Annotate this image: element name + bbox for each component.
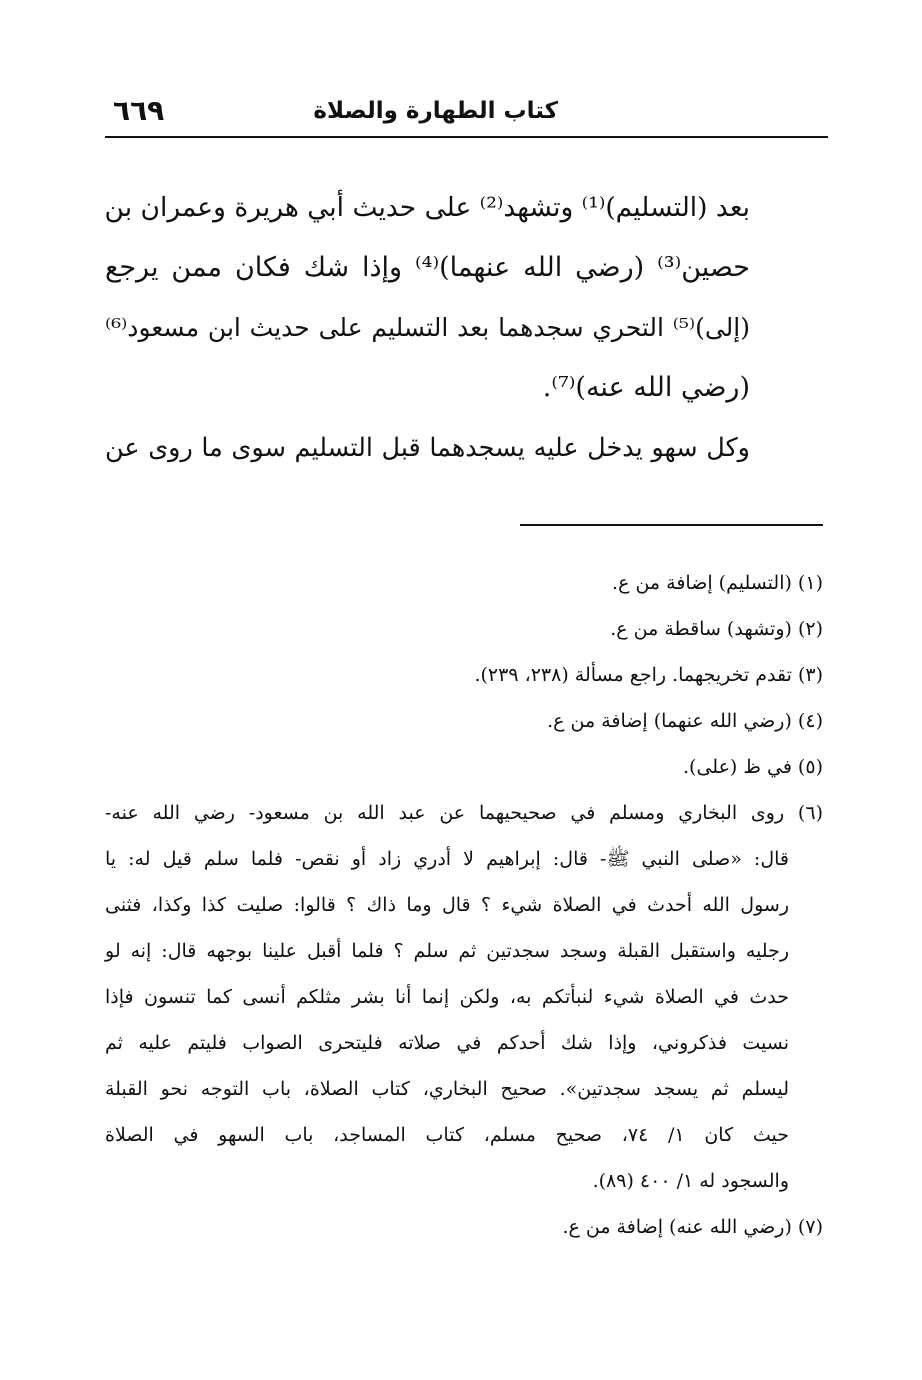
footnote-2: (٢) (وتشهد) ساقطة من ع. bbox=[610, 618, 823, 640]
footnote-6-line: نسيت فذكروني، وإذا شك أحدكم في صلاته فليتحرى الصواب فليتم عليه ثم bbox=[105, 1032, 789, 1054]
footnotes bbox=[105, 560, 823, 1250]
running-title: كتاب الطهارة والصلاة bbox=[313, 98, 558, 124]
header-rule bbox=[105, 136, 828, 138]
footnote-6: (٦) روى البخاري ومسلم في صحيحيهما عن عبد الله بن مسعود- رضي الله عنه- bbox=[105, 802, 823, 824]
footnote-6-line: رجليه واستقبل القبلة وسجد سجدتين ثم سلم ؟ فلما أقبل علينا بوجهه قال: إنه لو bbox=[105, 940, 789, 962]
footnote-3: (٣) تقدم تخريجهما. راجع مسألة (٢٣٨، ٢٣٩). bbox=[474, 664, 823, 686]
main-text bbox=[105, 178, 750, 478]
page-number: ٦٦٩ bbox=[113, 94, 165, 127]
footnote-6-line: ليسلم ثم يسجد سجدتين». صحيح البخاري، كتاب الصلاة، باب التوجه نحو القبلة bbox=[105, 1078, 789, 1100]
footnote-7: (٧) (رضي الله عنه) إضافة من ع. bbox=[562, 1216, 823, 1238]
footnote-separator bbox=[520, 524, 823, 526]
text-line: (رضي الله عنه)⁽⁷⁾. bbox=[542, 372, 750, 403]
text-line: وكل سهو يدخل عليه يسجدهما قبل التسليم سوى ما روى عن bbox=[105, 433, 750, 463]
text-line: بعد (التسليم)⁽¹⁾ وتشهد⁽²⁾ على حديث أبي هريرة وعمران بن bbox=[104, 192, 750, 223]
footnote-6-line: حدث في الصلاة شيء لنبأتكم به، ولكن إنما أنا بشر مثلكم أنسى كما تنسون فإذا bbox=[105, 986, 789, 1008]
text-line: (إلى)⁽⁵⁾ التحري سجدهما بعد التسليم على حديث ابن مسعود⁽⁶⁾ bbox=[105, 313, 750, 342]
footnote-4: (٤) (رضي الله عنهما) إضافة من ع. bbox=[547, 710, 823, 732]
page-header bbox=[105, 92, 828, 132]
footnote-6-line: قال: «صلى النبي ﷺ- قال: إبراهيم لا أدري زاد أو نقص- فلما سلم قيل له: يا bbox=[105, 848, 789, 870]
footnote-5: (٥) في ظ (على). bbox=[683, 756, 823, 778]
footnote-6-line: والسجود له ١/ ٤٠٠ (٨٩). bbox=[592, 1170, 789, 1192]
footnote-1: (١) (التسليم) إضافة من ع. bbox=[612, 572, 823, 594]
footnote-6-line: حيث كان ١/ ٧٤، صحيح مسلم، كتاب المساجد، باب السهو في الصلاة bbox=[105, 1124, 789, 1146]
footnote-6-line: رسول الله أحدث في الصلاة شيء ؟ قال وما ذاك ؟ قالوا: صليت كذا وكذا، فثنى bbox=[105, 894, 789, 916]
text-line: حصين⁽³⁾ (رضي الله عنهما)⁽⁴⁾ وإذا شك فكان ممن يرجع bbox=[105, 252, 750, 283]
